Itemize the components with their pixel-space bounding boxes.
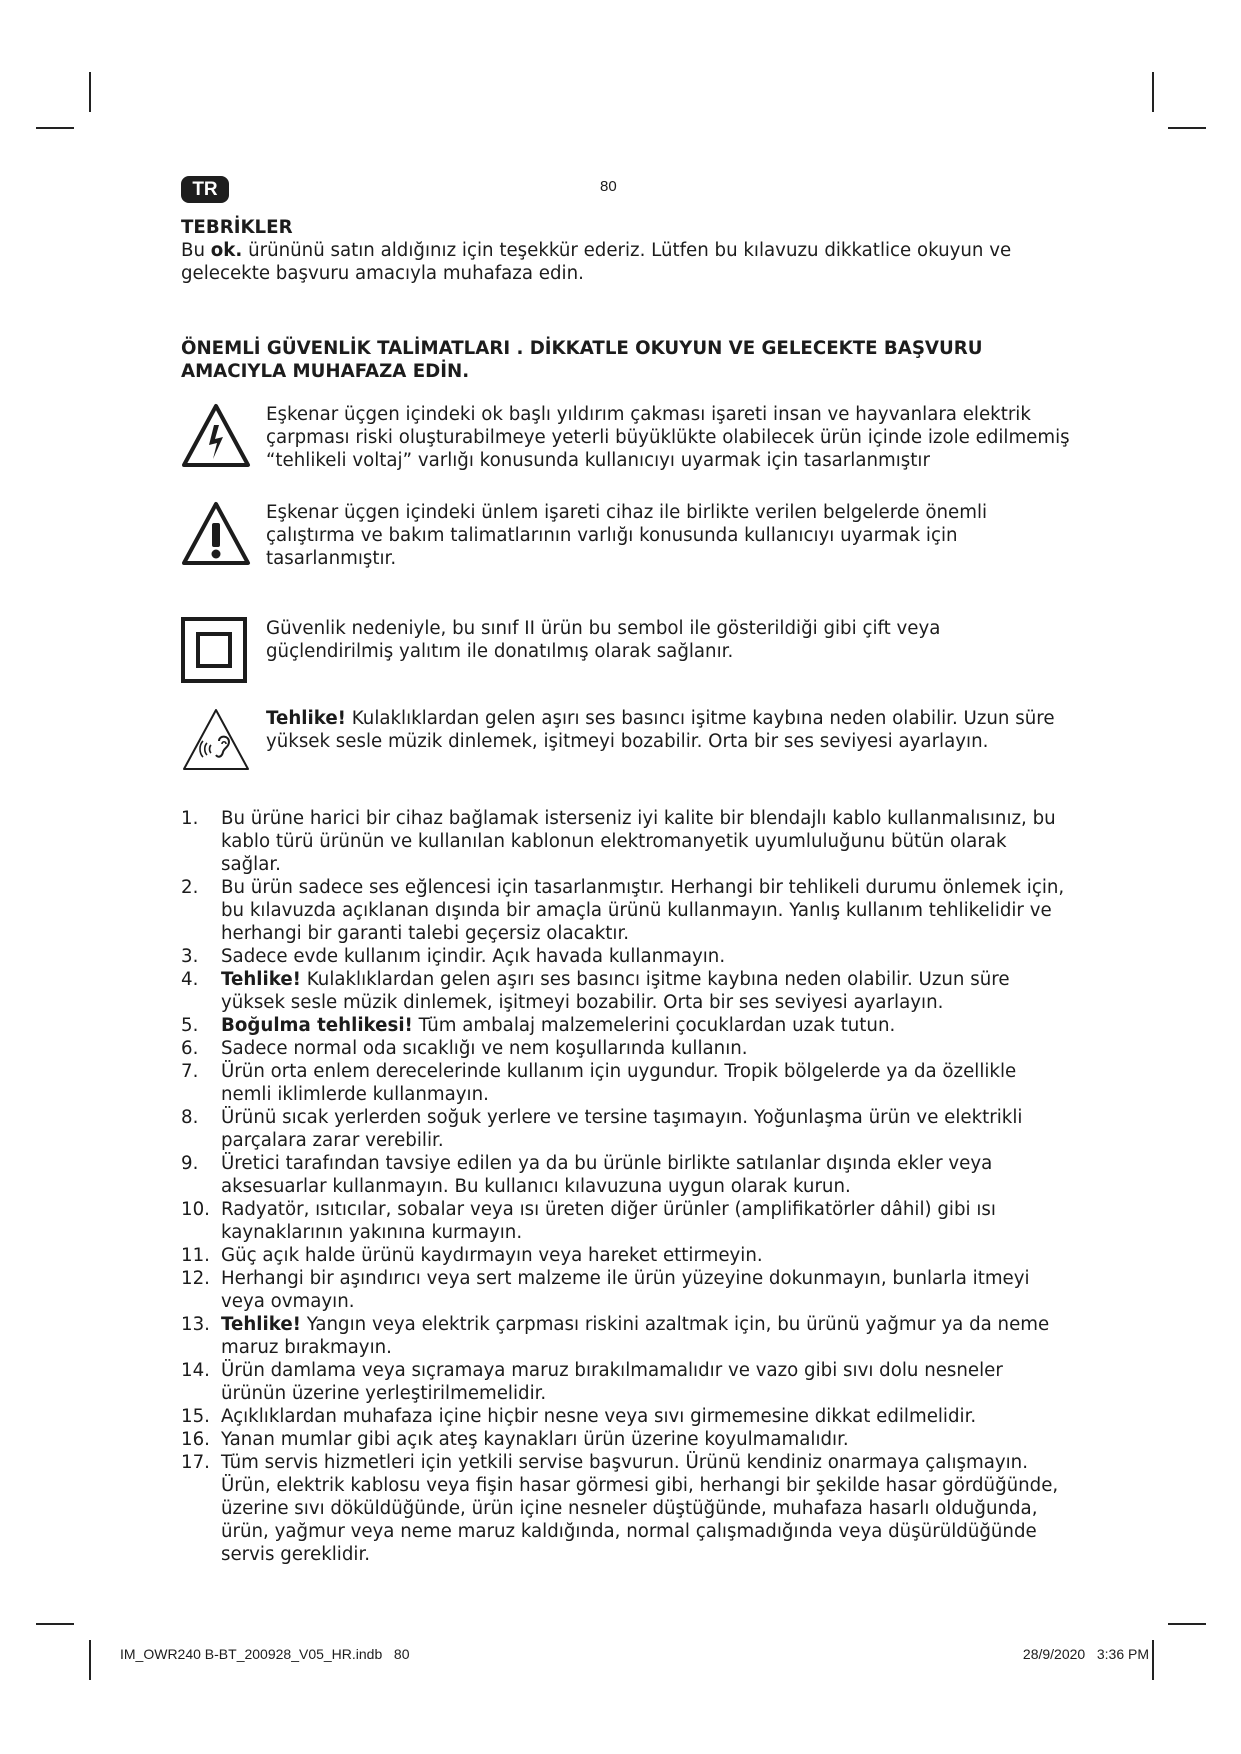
list-item-number: 7.	[181, 1061, 199, 1082]
list-item-number: 12.	[181, 1268, 210, 1289]
symbol-row-exclamation	[181, 501, 1071, 573]
symbol-text	[266, 707, 1071, 753]
list-item	[181, 1405, 1071, 1428]
exclamation-warning-icon	[181, 501, 266, 573]
list-item	[181, 807, 1071, 876]
list-item-number: 6.	[181, 1038, 199, 1059]
crop-mark	[36, 127, 74, 129]
list-item-number: 3.	[181, 946, 199, 967]
danger-label: Tehlike!	[266, 708, 346, 729]
footer-file-name: IM_OWR240 B-BT_200928_V05_HR.indb 80	[120, 1646, 410, 1662]
list-item-text: Güç açık halde ürünü kaydırmayın veya hareket ettirmeyin.	[221, 1245, 763, 1266]
list-item	[181, 1014, 1071, 1037]
list-item-text: Ürünü sıcak yerlerden soğuk yerlere ve tersine taşımayın. Yoğunlaşma ürün ve elektrikli parçalara zarar verebilir.	[221, 1107, 1023, 1151]
lightning-warning-icon	[181, 403, 266, 475]
list-item-number: 17.	[181, 1452, 210, 1473]
list-item-number: 4.	[181, 969, 199, 990]
list-item-number: 15.	[181, 1406, 210, 1427]
footer-date: 28/9/2020 3:36 PM	[1022, 1646, 1149, 1662]
list-item-text: Ürün orta enlem derecelerinde kullanım için uygundur. Tropik bölgelerde ya da özellikle nemli iklimlerde kullanmayın.	[221, 1061, 1017, 1105]
symbol-row-lightning	[181, 403, 1071, 475]
list-item	[181, 1106, 1071, 1152]
list-item	[181, 1313, 1071, 1359]
list-item-number: 14.	[181, 1360, 210, 1381]
brand-name: ok.	[210, 240, 243, 261]
list-item-text: Kulaklıklardan gelen aşırı ses basıncı işitme kaybına neden olabilir. Uzun süre yüksek sesle müzik dinlemek, işitmeyi bozabilir. Orta bir ses seviyesi ayarlayın.	[221, 969, 1010, 1013]
list-item	[181, 945, 1071, 968]
list-item-warning: Tehlike!	[221, 969, 301, 990]
list-item	[181, 1267, 1071, 1313]
list-item-text: Tüm servis hizmetleri için yetkili servise başvurun. Ürünü kendiniz onarmaya çalışmayın. Ürün, elektrik kablosu veya fişin hasar görmesi gibi, herhangi bir şekilde hasar gördüğünde, üzerine sıvı döküldüğünde, ürün içine nesneler düştüğünde, muhafaza hasarlı olduğunda, ürün, yağmur veya neme maruz kaldığında, normal çalışmadığında veya düşürüldüğünde servis gereklidir.	[221, 1452, 1059, 1565]
safety-instructions-list	[181, 807, 1071, 1566]
double-insulation-icon	[181, 617, 266, 689]
symbol-row-hearing	[181, 707, 1071, 779]
list-item-number: 10.	[181, 1199, 210, 1220]
danger-text: Kulaklıklardan gelen aşırı ses basıncı işitme kaybına neden olabilir. Uzun süre yüksek sesle müzik dinlemek, işitmeyi bozabilir. Orta bir ses seviyesi ayarlayın.	[266, 708, 1055, 752]
list-item	[181, 1152, 1071, 1198]
list-item-number: 1.	[181, 808, 199, 829]
crop-mark	[36, 1623, 74, 1625]
list-item-number: 13.	[181, 1314, 210, 1335]
congrats-text-start: Bu	[181, 240, 211, 261]
symbol-text: Eşkenar üçgen içindeki ünlem işareti cihaz ile birlikte verilen belgelerde önemli çalıştırma ve bakım talimatlarının varlığı konusunda kullanıcıyı uyarmak için tasarlanmıştır.	[266, 502, 988, 569]
list-item-text: Yanan mumlar gibi açık ateş kaynakları ürün üzerine koyulmamalıdır.	[221, 1429, 849, 1450]
language-badge: TR	[181, 176, 229, 203]
list-item-text: Tüm ambalaj malzemelerini çocuklardan uzak tutun.	[412, 1015, 896, 1036]
symbol-text: Güvenlik nedeniyle, bu sınıf II ürün bu sembol ile gösterildiği gibi çift veya güçlendirilmiş yalıtım ile donatılmış olarak sağlanır.	[266, 618, 941, 662]
list-item	[181, 1359, 1071, 1405]
list-item	[181, 1198, 1071, 1244]
list-item	[181, 1451, 1071, 1566]
list-item-number: 16.	[181, 1429, 210, 1450]
list-item-text: Ürün damlama veya sıçramaya maruz bırakılmamalıdır ve vazo gibi sıvı dolu nesneler ürünün üzerine yerleştirilmemelidir.	[221, 1360, 1003, 1404]
list-item-number: 2.	[181, 877, 199, 898]
list-item-text: Üretici tarafından tavsiye edilen ya da bu ürünle birlikte satılanlar dışında ekler veya aksesuarlar kullanmayın. Bu kullanıcı kılavuzuna uygun olarak kurun.	[221, 1153, 993, 1197]
congrats-text-end: ürününü satın aldığınız için teşekkür ederiz. Lütfen bu kılavuzu dikkatlice okuyun ve gelecekte başvuru amacıyla muhafaza edin.	[181, 240, 1012, 284]
list-item	[181, 1428, 1071, 1451]
crop-mark	[1168, 1623, 1206, 1625]
safety-heading: ÖNEMLİ GÜVENLİK TALİMATLARI . DİKKATLE OKUYUN VE GELECEKTE BAŞVURU AMACIYLA MUHAFAZA EDİN.	[181, 338, 983, 382]
crop-mark	[1152, 1640, 1154, 1680]
list-item-text: Yangın veya elektrik çarpması riskini azaltmak için, bu ürünü yağmur ya da neme maruz bırakmayın.	[221, 1314, 1050, 1358]
list-item-text: Bu ürün sadece ses eğlencesi için tasarlanmıştır. Herhangi bir tehlikeli durumu önlemek için, bu kılavuzda açıklanan dışında bir amaçla ürünü kullanmayın. Yanlış kullanım tehlikelidir ve herhangi bir garanti talebi geçersiz olacaktır.	[221, 877, 1065, 944]
crop-mark	[1152, 72, 1154, 112]
list-item	[181, 968, 1071, 1014]
list-item-warning: Boğulma tehlikesi!	[221, 1015, 413, 1036]
list-item-number: 8.	[181, 1107, 199, 1128]
crop-mark	[89, 1640, 91, 1680]
crop-mark	[89, 72, 91, 112]
page-number: 80	[600, 178, 617, 195]
list-item-text: Bu ürüne harici bir cihaz bağlamak isterseniz iyi kalite bir blendajlı kablo kullanmalısınız, bu kablo türü ürünün ve kullanılan kablonun elektromanyetik uyumluluğunu bütün olarak sağlar.	[221, 808, 1056, 875]
list-item-text: Sadece normal oda sıcaklığı ve nem koşullarında kullanın.	[221, 1038, 748, 1059]
list-item-number: 11.	[181, 1245, 210, 1266]
list-item	[181, 1060, 1071, 1106]
list-item-number: 5.	[181, 1015, 199, 1036]
list-item-number: 9.	[181, 1153, 199, 1174]
list-item	[181, 1244, 1071, 1267]
congrats-text	[181, 239, 1071, 285]
hearing-warning-icon	[181, 707, 266, 779]
symbol-text: Eşkenar üçgen içindeki ok başlı yıldırım çakması işareti insan ve hayvanlara elektrik çarpması riski oluşturabilmeye yeterli büyüklükte olabilecek ürün içinde izole edilmemiş “tehlikeli voltaj” varlığı konusunda kullanıcıyı uyarmak için tasarlanmıştır	[266, 404, 1070, 471]
list-item-text: Sadece evde kullanım içindir. Açık havada kullanmayın.	[221, 946, 726, 967]
list-item-text: Açıklıklardan muhafaza içine hiçbir nesne veya sıvı girmemesine dikkat edilmelidir.	[221, 1406, 977, 1427]
congrats-title: TEBRİKLER	[181, 217, 293, 238]
list-item	[181, 1037, 1071, 1060]
crop-mark	[1168, 127, 1206, 129]
list-item-warning: Tehlike!	[221, 1314, 301, 1335]
list-item	[181, 876, 1071, 945]
list-item-text: Herhangi bir aşındırıcı veya sert malzeme ile ürün yüzeyine dokunmayın, bunlarla itmeyi veya ovmayın.	[221, 1268, 1030, 1312]
document-body	[181, 216, 1071, 1566]
symbol-row-double-insulation	[181, 617, 1071, 689]
list-item-text: Radyatör, ısıtıcılar, sobalar veya ısı üreten diğer ürünler (amplifikatörler dâhil) gibi ısı kaynaklarının yakınına kurmayın.	[221, 1199, 996, 1243]
